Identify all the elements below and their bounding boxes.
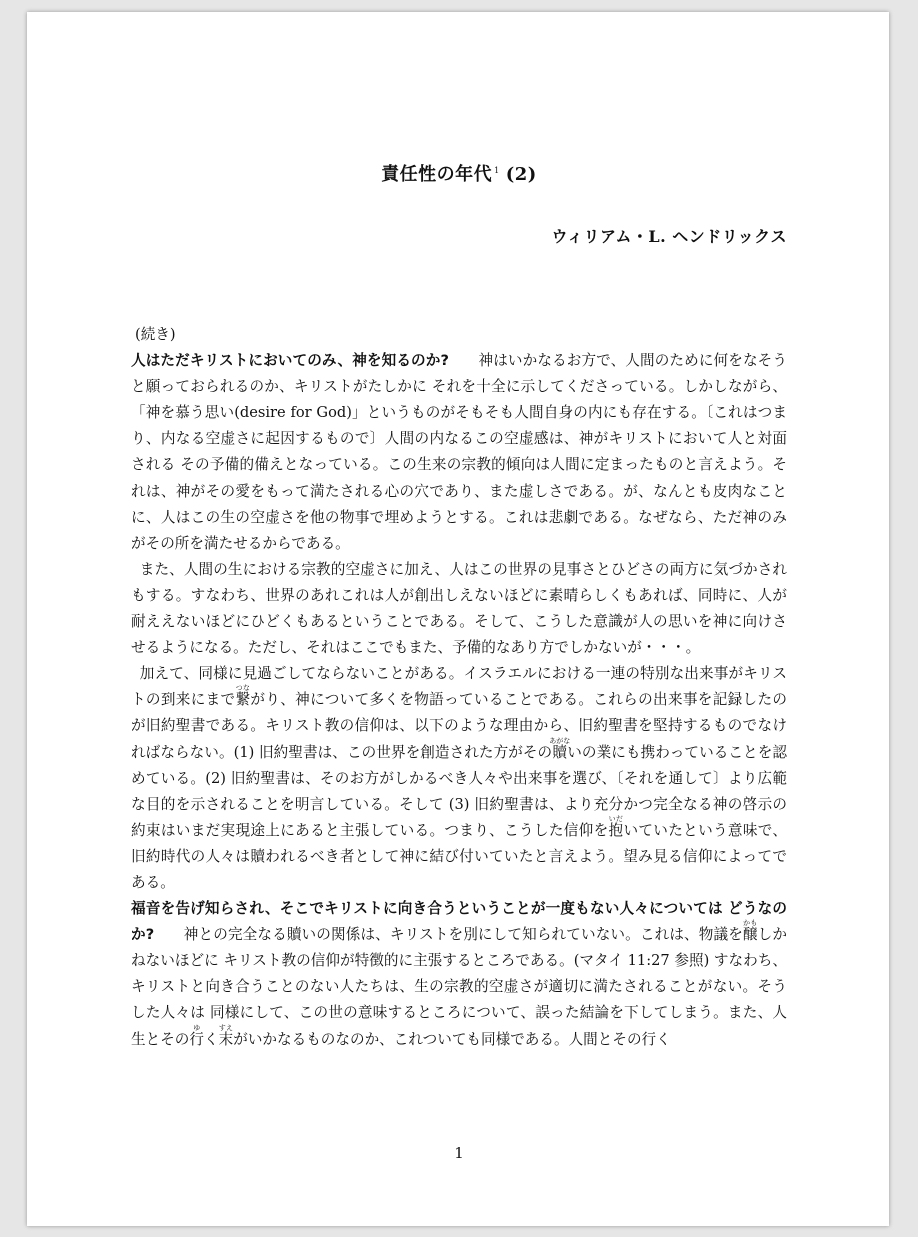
q2-p1-text-a: 神との完全なる贖いの関係は、キリストを別にして知られていない。これは、物議を	[183, 926, 743, 944]
q1-p3-text-c: いの業にも携わっていることを認めている。(2) 旧約聖書は、そのお方がしかるべき人々や出来事を選び、〔それを通して〕より広範な目的を示されることを明言している。そして (3) 旧約聖書は、より充分かつ完全なる神の啓示の約束はいまだ実現途上にあると主張している。つまり、こうした信仰を	[131, 743, 787, 839]
ruby-tsuna	[235, 684, 251, 709]
author-name: ウィリアム・L. ヘンドリックス	[551, 227, 787, 246]
ruby-sue-base: 末	[218, 1030, 234, 1048]
ruby-yu	[189, 1023, 204, 1048]
document-page	[27, 12, 889, 1226]
q2-p1-text-c: く	[204, 1030, 219, 1048]
ruby-agana	[549, 736, 571, 761]
continued-label: (続き)	[135, 326, 176, 343]
ruby-ida-reading: いだ	[608, 814, 624, 823]
q2-p1-text-d: がいかなるものなのか、これついても同様である。人間とその行く	[233, 1030, 671, 1048]
ruby-sue	[218, 1023, 234, 1048]
q2-p1-text-b: しかねないほどに キリスト教の信仰が特徴的に主張するところである。(マタイ 11:27 参照) すなわち、キリストと向き合うことのない人たちは、生の宗教的空虚さが適切に満たされることがない。そうした人々は 同様にして、この世の意味するところについて、誤った結論を下してしまう。また、人生とその	[131, 926, 787, 1048]
section-heading-q2: 福音を告げ知らされ、そこでキリストに向き合うということが一度もない人々については どうなのか?	[131, 900, 787, 944]
document-title	[131, 160, 787, 186]
ruby-sue-reading: すえ	[218, 1023, 234, 1032]
q1-p3-text-b: がり、神について多くを物語っていることである。これらの出来事を記録したのが旧約聖書である。キリスト教の信仰は、以下のような理由から、旧約聖書を堅持するものでなければならない。(1) 旧約聖書は、この世界を創造された方がその	[131, 691, 787, 761]
q1-p3-text-d: いていたという意味で、旧約時代の人々は贖われるべき者として神に結び付いていたと言えよう。望み見る信仰によってである。	[131, 821, 787, 891]
ruby-ida-base: 抱	[608, 821, 624, 839]
ruby-yu-base: 行	[189, 1030, 204, 1048]
ruby-ida	[608, 814, 624, 839]
ruby-yu-reading: ゆ	[189, 1023, 204, 1032]
ruby-kamo-reading: かも	[742, 919, 758, 928]
title-text: 責任性の年代	[381, 164, 493, 185]
document-body	[131, 322, 787, 1053]
q1-p1-text: 神はいかなるお方で、人間のために何をなそうと願っておられるのか、キリストがたしかに それを十全に示してくださっている。しかしながら、「神を慕う思い(desire for God)」というものがそもそも人間自身の内にも存在する。〔これはつまり、内なる空虚さに起因するもので〕人間の内なるこの空虚感は、神がキリストにおいて人と対面される その予備的備えとなっている。この生来の宗教的傾向は人間に定まったものと言えよう。それは、神がその愛をもって満たされる心の穴であり、また虚しさである。が、なんとも皮肉なことに、人はこの生の空虚さを他の物事で埋めようとする。これは悲劇である。なぜなら、ただ神のみがその所を満たせるからである。	[131, 352, 787, 552]
ruby-kamo	[742, 919, 758, 944]
section-q1-paragraph-3	[131, 661, 787, 896]
ruby-agana-base: 贖	[549, 743, 571, 761]
ruby-tsuna-reading: つな	[235, 684, 251, 693]
title-footnote-marker: 1	[494, 166, 500, 175]
q1-p3-text-a: 加えて、同様に見過ごしてならないことがある。イスラエルにおける一連の特別な出来事がキリストの到来にまで	[131, 665, 787, 709]
ruby-agana-reading: あがな	[549, 736, 571, 745]
ruby-kamo-base: 醸	[742, 926, 758, 944]
title-suffix: (2)	[505, 164, 537, 185]
ruby-tsuna-base: 繋	[235, 691, 251, 709]
section-q2-paragraph-1	[131, 896, 787, 1053]
section-heading-q1: 人はただキリストにおいてのみ、神を知るのか?	[131, 352, 449, 370]
page-number: 1	[454, 1144, 464, 1162]
section-q1-paragraph-2: また、人間の生における宗教的空虚さに加え、人はこの世界の見事さとひどさの両方に気づかされもする。すなわち、世界のあれこれは人が創出しえないほどに素晴らしくもあれば、同時に、人が耐ええないほどにひどくもあるということである。そして、こうした意識が人の思いを神に向けさせるようになる。ただし、それはここでもまた、予備的なあり方でしかないが・・・。	[131, 560, 787, 657]
section-q1-paragraph-1	[131, 348, 787, 557]
